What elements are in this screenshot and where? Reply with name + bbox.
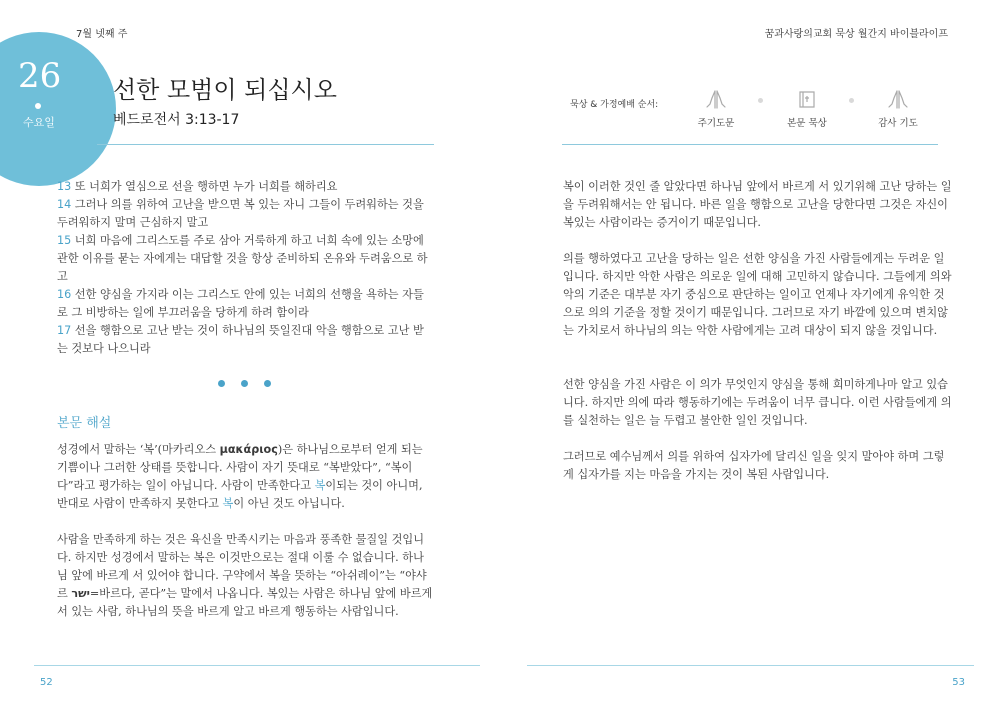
verse-number: 15: [57, 234, 72, 247]
ornament-dot: [264, 380, 271, 387]
order-step-label: 주기도문: [697, 118, 735, 129]
order-step-lords-prayer: [676, 88, 756, 132]
praying-hands-icon: [886, 88, 910, 112]
ornament-dot: [218, 380, 225, 387]
order-step-label: 감사 기도: [878, 118, 918, 129]
verse: [57, 234, 428, 283]
page-number-left: 52: [40, 677, 53, 688]
step-separator-dot: [758, 98, 763, 103]
verse: [57, 324, 424, 355]
verse-text: 너희 마음에 그리스도를 주로 삼아 거룩하게 하고 너희 속에 있는 소망에 관한 이유를 묻는 자에게는 대답할 것을 항상 준비하되 온유와 두려움으로 하고: [57, 234, 428, 283]
verse-number: 14: [57, 198, 72, 211]
order-step-thanks-prayer: [858, 88, 938, 132]
text-run: 이 아닌 것도 아닙니다.: [233, 497, 345, 510]
verse: [57, 288, 424, 319]
text-run: 성경에서 말하는 ‘복’(마카리오스: [57, 443, 220, 456]
page-title: 선한 모범이 되십시오: [113, 76, 337, 104]
verse: [57, 198, 424, 229]
bible-book-icon: [795, 88, 819, 112]
highlight-word: 복: [314, 479, 326, 492]
running-header-right: 꿈과사랑의교회 묵상 월간지 바이블라이프: [764, 29, 948, 40]
footer-rule-left: [34, 665, 480, 666]
text-run: 사람을 만족하게 하는 것은 육신을 만족시키는 마음과 풍족한 물질일 것입니다. 하지만 성경에서 말하는 복은 이것만으로는 절대 이룰 수 없습니다. 하나님 앞에 바르게 서 있어야 합니다. 구약에서 복을 뜻하는 “아쉬레이”는 “야샤르: [57, 533, 427, 600]
verse-text: 선을 행함으로 고난 받는 것이 하나님의 뜻일진대 악을 행함으로 고난 받는 것보다 나으니라: [57, 324, 424, 355]
day-dot: [35, 103, 41, 109]
page-number-right: 53: [952, 677, 965, 688]
verse-text: 또 너희가 열심으로 선을 행하면 누가 너희를 해하리요: [71, 180, 338, 193]
title-divider-right: [562, 144, 938, 145]
text-run: 이되는 것이 아니며, 반대로 사람이 만족하지 못한다고: [57, 479, 423, 510]
greek-word: μακάριος: [219, 443, 278, 456]
commentary-paragraph-2: [57, 531, 434, 621]
praying-hands-icon: [704, 88, 728, 112]
right-paragraph-2: 의를 행하였다고 고난을 당하는 일은 선한 양심을 가진 사람들에게는 두려운 일입니다. 하지만 악한 사람은 의로운 일에 대해 고민하지 않습니다. 그들에게 의와 악의 기준은 대부분 자기 중심으로 판단하는 일이고 언제나 자기에게 유익한 것으로 의의 기준을 정할 것이기 때문입니다. 그러므로 자기 바깥에 있으며 변치않는 가치로서 하나님의 의는 악한 사람에게는 고려 대상이 되지 않을 것입니다.: [563, 252, 952, 337]
order-step-label: 본문 묵상: [787, 118, 827, 129]
scripture-verses: [57, 178, 434, 358]
verse-text: 그러나 의를 위하여 고난을 받으면 복 있는 자니 그들이 두려워하는 것을 두려워하지 말며 근심하지 말고: [57, 198, 424, 229]
ornament-dot: [241, 380, 248, 387]
devotion-order-label: 묵상 & 가정예배 순서:: [570, 100, 659, 110]
commentary-paragraph-1: [57, 441, 434, 513]
verse: [57, 180, 337, 193]
text-run: =바르다, 곧다”는 말에서 나옵니다. 복있는 사람은 하나님 앞에 바르게 서 있는 사람, 하나님의 뜻을 바르게 알고 바르게 행동하는 사람입니다.: [57, 587, 433, 618]
highlight-word: 복: [222, 497, 234, 510]
footer-rule-right: [527, 665, 974, 666]
scripture-reference: 베드로전서 3:13-17: [113, 112, 240, 128]
verse-number: 16: [57, 288, 72, 301]
verse-number: 13: [57, 180, 72, 193]
day-number: 26: [18, 56, 62, 96]
day-name: 수요일: [23, 116, 55, 129]
running-header-left: 7월 넷째 주: [76, 29, 128, 40]
right-paragraph-3: 선한 양심을 가진 사람은 이 의가 무엇인지 양심을 통해 희미하게나마 알고 있습니다. 하지만 의에 따라 행동하기에는 두려움이 너무 큽니다. 이런 사람들에게 의를 실천하는 일은 늘 두렵고 불안한 일인 것입니다.: [563, 378, 952, 427]
title-divider-left: [97, 144, 434, 145]
hebrew-word: ישר: [71, 587, 90, 600]
right-paragraph-1: 복이 이러한 것인 줄 알았다면 하나님 앞에서 바르게 서 있기위해 고난 당하는 일을 두려워해서는 안 됩니다. 바른 일을 행함으로 고난을 당한다면 그것은 자신이 복있는 사람이라는 증거이기 때문입니다.: [563, 180, 952, 229]
right-paragraph-4: 그러므로 예수님께서 의를 위하여 십자가에 달리신 일을 잊지 말아야 하며 그렇게 십자가를 지는 마음을 가지는 것이 복된 사람입니다.: [563, 450, 945, 481]
order-step-scripture: [767, 88, 847, 132]
text-run: )은 하나님으로부터 얻게 되는 기쁨이나 그러한 상태를 뜻합니다. 사람이 자기 뜻대로 “복받았다”, “복이다”라고 평가하는 일이 아닙니다. 사람이 만족한다고: [57, 443, 423, 492]
step-separator-dot: [849, 98, 854, 103]
verse-text: 선한 양심을 가지라 이는 그리스도 안에 있는 너희의 선행을 욕하는 자들로 그 비방하는 일에 부끄러움을 당하게 하려 함이라: [57, 288, 424, 319]
commentary-heading: 본문 해설: [57, 416, 112, 431]
verse-number: 17: [57, 324, 72, 337]
